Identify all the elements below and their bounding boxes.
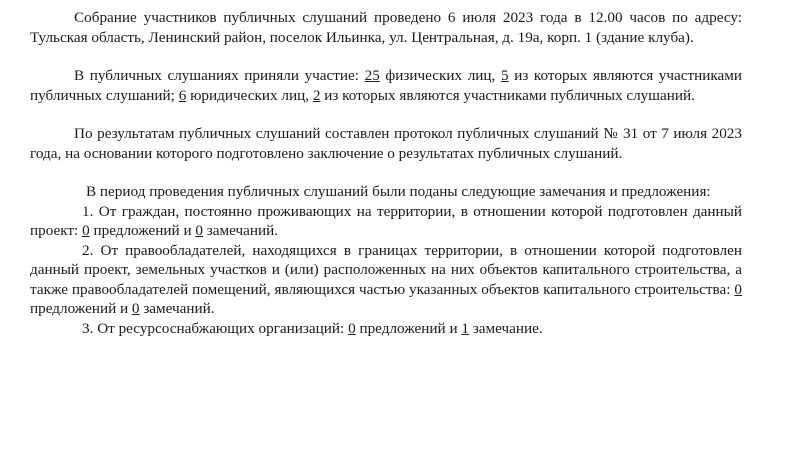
participants-paragraph (30, 66, 742, 105)
document-page (30, 8, 742, 338)
remarks-count: 1 (461, 319, 469, 337)
item-mid-text: предложений и (355, 319, 462, 337)
item-resource-suppliers (30, 319, 742, 339)
proposals-count: 0 (348, 319, 356, 337)
item-text: 1. От граждан, постоянно проживающих на территории, в отношении которой подготовлен данный проект: (30, 202, 742, 239)
remarks-count: 0 (131, 300, 140, 317)
legal-entities-total-count: 6 (178, 86, 187, 104)
legal-entities-participants-count: 2 (312, 86, 321, 104)
participants-suffix: из которых являются участниками публичных слушаний. (320, 86, 695, 104)
participants-text-1: физических лиц, (379, 67, 501, 84)
item-end-text: замечаний. (139, 300, 215, 317)
item-citizens (30, 202, 742, 241)
proposals-count: 0 (734, 280, 742, 298)
participants-prefix: В публичных слушаниях приняли участие: (74, 67, 365, 84)
remarks-count: 0 (195, 222, 203, 239)
item-rightholders (30, 241, 742, 319)
item-mid-text: предложений и (30, 300, 132, 317)
individuals-participants-count: 5 (500, 67, 509, 84)
item-end-text: замечание. (468, 319, 543, 337)
proposals-count: 0 (82, 222, 90, 239)
participants-text-3: юридических лиц, (186, 86, 313, 104)
protocol-paragraph: По результатам публичных слушаний составлен протокол публичных слушаний № 31 от 7 июля 2023 года, на основании которого подготовлено заключение о результатах публичных слушаний. (30, 125, 742, 162)
item-text: 2. От правообладателей, находящихся в границах территории, в отношении которой подготовлен данный проект, земельных участков и (или) расположенных на них объектов капитального строительства, а также правообладателей помещений, являющихся частью указанных объектов капитального строительства: (30, 241, 742, 298)
item-text: 3. От ресурсоснабжающих организаций: (82, 319, 349, 337)
participants-text-2: из которых являются участниками публичных слушаний; (30, 67, 743, 104)
item-mid-text: предложений и (89, 222, 196, 239)
meeting-paragraph: Собрание участников публичных слушаний проведено 6 июля 2023 года в 12.00 часов по адресу: Тульская область, Ленинский район, поселок Ильинка, ул. Центральная, д. 19а, корп. 1 (здание клуба). (30, 9, 742, 46)
individuals-total-count: 25 (364, 67, 380, 84)
item-end-text: замечаний. (202, 222, 279, 239)
remarks-intro-paragraph: В период проведения публичных слушаний были поданы следующие замечания и предложения: (86, 183, 711, 200)
